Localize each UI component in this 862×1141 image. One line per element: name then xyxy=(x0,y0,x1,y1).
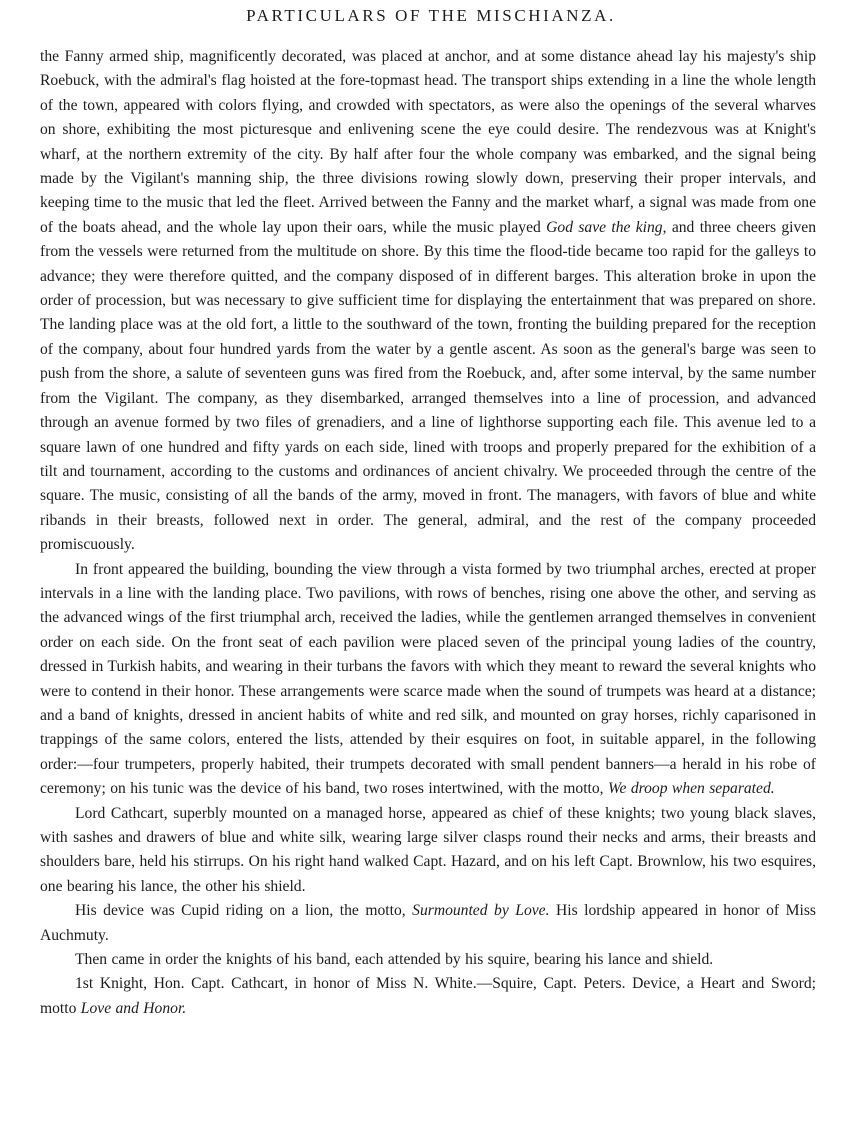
text-run: the Fanny armed ship, magnificently decorated, was placed at anchor, and at some distance ahead lay his majesty's ship Roebuck, with the admiral's flag hoisted at the fore-topmast head. The transport ships extending in a line the whole length of the town, appeared with colors flying, and crowded with spectators, as were also the openings of the several wharves on shore, exhibiting the most picturesque and enlivening scene the eye could desire. The rendezvous was at Knight's wharf, at the northern extremity of the city. By half after four the whole company was embarked, and the signal being made by the Vigilant's manning ship, the three divisions rowing slowly down, preserving their proper intervals, and keeping time to the music that led the fleet. Arrived between the Fanny and the market wharf, a signal was made from one of the boats ahead, and the whole lay upon their oars, while the music played xyxy=(40,48,816,236)
page-header: PARTICULARS OF THE MISCHIANZA. xyxy=(246,6,616,25)
italic-song-title: God save the king xyxy=(546,218,663,236)
italic-motto: Surmounted by Love. xyxy=(412,902,550,920)
paragraph-first-knight xyxy=(40,972,816,1021)
article-body xyxy=(40,45,816,1021)
paragraph-device xyxy=(40,899,816,948)
text-run: In front appeared the building, bounding the view through a vista formed by two triumphal arches, erected at proper intervals in a line with the landing place. Two pavilions, with rows of benches, rising one above the other, and serving as the advanced wings of the first triumphal arch, received the ladies, while the gentlemen arranged themselves in convenient order on each side. On the front seat of each pavilion were placed seven of the principal young ladies of the country, dressed in Turkish habits, and wearing in their turbans the favors with which they meant to reward the several knights who were to contend in their honor. These arrangements were scarce made when the sound of trumpets was heard at a distance; and a band of knights, dressed in ancient habits of white and red silk, and mounted on gray horses, richly caparisoned in trappings of the same colors, entered the lists, attended by their esquires on foot, in suitable apparel, in the following order:—four trumpeters, properly habited, their trumpets decorated with small pendent banners—a herald in his robe of ceremony; on his tunic was the device of his band, two roses intertwined, with the motto, xyxy=(40,560,816,798)
text-run: , and three cheers given from the vessels were returned from the multitude on shore. By this time the flood-tide became too rapid for the galleys to advance; they were therefore quitted, and the company disposed of in different barges. This alteration broke in upon the order of procession, but was necessary to give sufficient time for displaying the entertainment that was prepared on shore. The landing place was at the old fort, a little to the southward of the town, fronting the building prepared for the reception of the company, about four hundred yards from the water by a gentle ascent. As soon as the general's barge was seen to push from the shore, a salute of seventeen guns was fired from the Roebuck, and, after some interval, by the same number from the Vigilant. The company, as they disembarked, arranged themselves into a line of procession, and advanced through an avenue formed by two files of grenadiers, and a line of lighthorse supporting each file. This avenue led to a square lawn of one hundred and fifty yards on each side, lined with troops and properly prepared for the exhibition of a tilt and tournament, according to the customs and ordinances of ancient chivalry. We proceeded through the centre of the square. The music, consisting of all the bands of the army, moved in front. The managers, with favors of blue and white ribands in their breasts, followed next in order. The general, admiral, and the rest of the company proceeded promiscuously. xyxy=(40,218,816,554)
paragraph-knights-of-band xyxy=(40,948,816,972)
text-run: Lord Cathcart, superbly mounted on a managed horse, appeared as chief of these knights; two young black slaves, with sashes and drawers of blue and white silk, wearing large silver clasps round their necks and arms, their breasts and shoulders bare, held his stirrups. On his right hand walked Capt. Hazard, and on his left Capt. Brownlow, his two esquires, one bearing his lance, the other his shield. xyxy=(40,804,816,895)
italic-motto: Love and Honor. xyxy=(80,999,187,1017)
italic-motto: We droop when separated. xyxy=(607,780,775,798)
text-run: 1st Knight, Hon. Capt. Cathcart, in honor of Miss N. White.—Squire, Capt. Peters. Device, a Heart and Sword; motto xyxy=(40,975,816,1017)
paragraph-continued-narrative xyxy=(40,45,816,558)
paragraph-building-description xyxy=(40,558,816,802)
text-run: Then came in order the knights of his band, each attended by his squire, bearing his lance and shield. xyxy=(75,951,714,969)
text-run: His lordship appeared in honor of Miss Auchmuty. xyxy=(40,902,816,944)
text-run: His device was Cupid riding on a lion, the motto, xyxy=(75,902,413,920)
paragraph-lord-cathcart xyxy=(40,802,816,900)
